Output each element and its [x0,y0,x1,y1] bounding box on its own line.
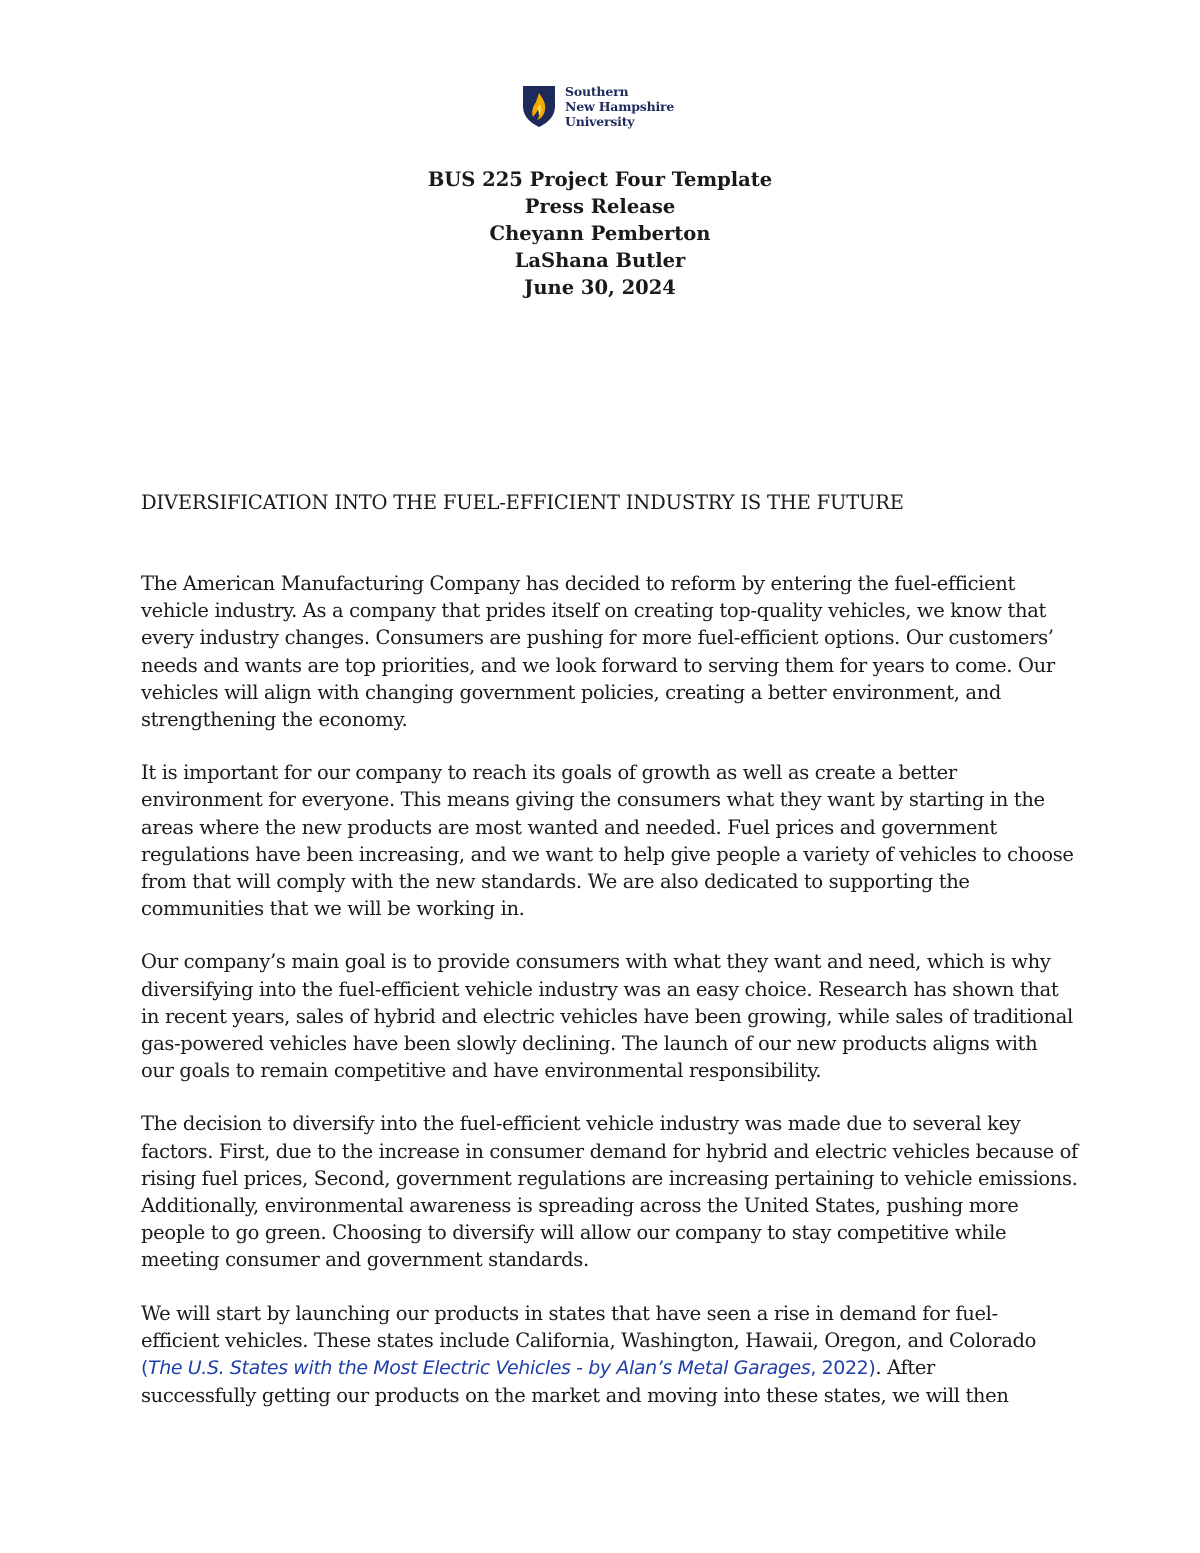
citation-open: ( [141,1357,149,1380]
text-line: The American Manufacturing Company has decided to reform by entering the fuel-efficient [141,572,1015,595]
logo-line-1: Southern [565,84,629,99]
citation-line [141,1354,1071,1382]
text-line: Additionally, environmental awareness is spreading across the United States, pushing more [141,1194,1019,1218]
text-line: factors. First, due to the increase in consumer demand for hybrid and electric vehicles because of [141,1139,1078,1163]
paragraph-2 [141,759,1074,922]
paragraph-5 [141,1300,1071,1410]
paragraph-1 [141,570,1071,733]
text-line: The decision to diversify into the fuel-efficient vehicle industry was made due to several key [141,1112,1021,1136]
text-line: gas-powered vehicles have been slowly declining. The launch of our new products aligns with [141,1032,1038,1056]
text-line: efficient vehicles. These states include California, Washington, Hawaii, Oregon, and Colorado [141,1328,1037,1352]
text-line: rising fuel prices, Second, government regulations are increasing pertaining to vehicle emissions. [141,1166,1078,1190]
text-line: It is important for our company to reach its goals of growth as well as create a better [141,761,957,785]
text-line: from that will comply with the new standards. We are also dedicated to supporting the [141,870,970,894]
text-line: every industry changes. Consumers are pushing for more fuel-efficient options. Our customers’ [141,626,1054,650]
citation-title: The U.S. States with the Most Electric Vehicles - by Alan’s Metal Garages [148,1357,811,1380]
logo-line-3: University [565,114,635,129]
paragraph-4 [141,1110,1078,1273]
press-release-body [141,570,1078,1435]
text-line: our goals to remain competitive and have environmental responsibility. [141,1059,822,1083]
text-line: successfully getting our products on the market and moving into these states, we will then [141,1384,1009,1408]
text-line: vehicles will align with changing government policies, creating a better environment, and [141,680,1002,704]
text-line: people to go green. Choosing to diversify will allow our company to stay competitive while [141,1221,1007,1245]
document-date: June 30, 2024 [524,276,676,299]
text-line: strengthening the economy. [141,708,408,732]
citation-year: , 2022) [810,1357,876,1380]
course-title: BUS 225 Project Four Template [427,168,773,191]
press-release-headline: DIVERSIFICATION INTO THE FUEL-EFFICIENT INDUSTRY IS THE FUTURE [141,491,904,514]
text-line: diversifying into the fuel-efficient vehicle industry was an easy choice. Research has shown that [141,977,1059,1001]
title-block [0,166,1200,301]
shield-flame-icon [521,84,557,128]
paragraph-3 [141,948,1071,1084]
instructor-name: LaShana Butler [514,249,686,272]
logo-line-2: New Hampshire [565,99,675,114]
text-line: We will start by launching our products in states that have seen a rise in demand for fuel- [141,1301,998,1325]
citation-trailing-text: . After [875,1356,935,1380]
author-name: Cheyann Pemberton [489,222,711,245]
logo-wordmark [565,84,674,129]
text-line: needs and wants are top priorities, and we look forward to serving them for years to come. Our [141,653,1055,677]
text-line: Our company’s main goal is to provide consumers with what they want and need, which is why [141,950,1051,974]
university-logo [521,84,691,134]
text-line: environment for everyone. This means giving the consumers what they want by starting in the [141,788,1045,812]
text-line: vehicle industry. As a company that prides itself on creating top-quality vehicles, we know that [141,599,1047,623]
document-type: Press Release [524,195,676,218]
text-line: meeting consumer and government standards. [141,1248,589,1272]
text-line: communities that we will be working in. [141,897,525,921]
text-line: in recent years, sales of hybrid and electric vehicles have been growing, while sales of traditional [141,1004,1073,1028]
text-line: areas where the new products are most wanted and needed. Fuel prices and government [141,815,997,839]
text-line: regulations have been increasing, and we want to help give people a variety of vehicles to choose [141,842,1074,866]
